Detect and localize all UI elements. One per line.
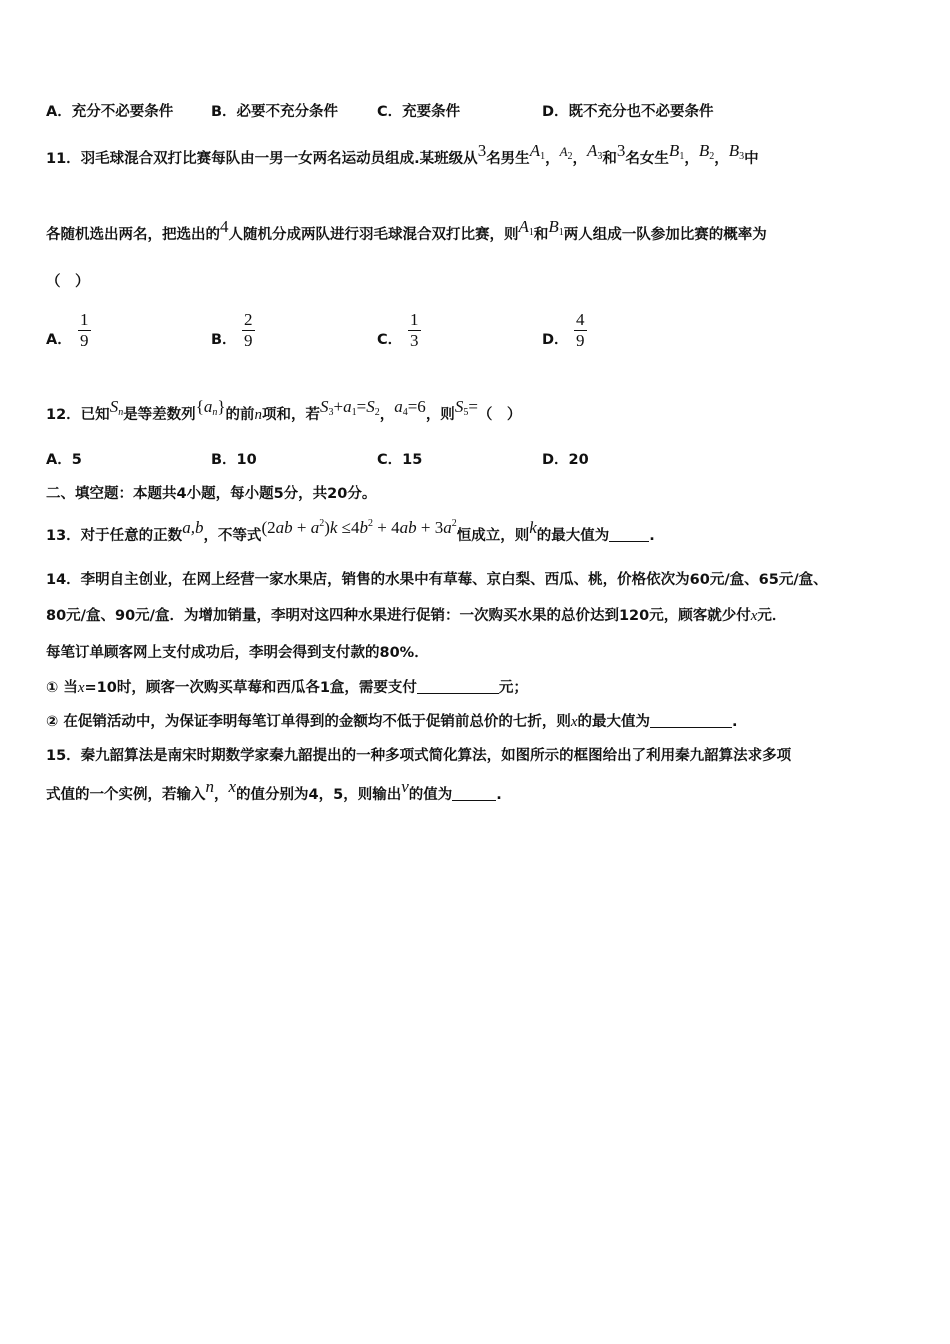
q10-option-a: A．充分不必要条件	[46, 104, 174, 120]
q14-line1: 14．李明自主创业，在网上经营一家水果店，销售的水果中有草莓、京白梨、西瓜、桃，价格依次为60元/盒、65元/盒、	[46, 572, 828, 588]
q15-line2: 式值的一个实例，若输入n，x的值分别为4，5，则输出v的值为 .	[46, 777, 502, 803]
q13-stem: 13．对于任意的正数a,b，不等式$(2ab + a^2)k \le 4b^2 + 4ab + 3a^2$恒成立，则k的最大值为 .	[46, 518, 655, 544]
q11-option-b: B．	[211, 332, 237, 348]
q10-option-d: D．既不充分也不必要条件	[542, 104, 714, 120]
q14-part1: ① 当x=10时，顾客一次购买草莓和西瓜各1盒，需要支付 元；	[46, 680, 528, 696]
q11-option-d-fraction: $\frac{4}{9}$	[576, 310, 585, 350]
q11-stem-line2: 各随机选出两名，把选出的4人随机分成两队进行羽毛球混合双打比赛，则$A^1$和$B^1$两人组成一队参加比赛的概率为	[46, 217, 767, 243]
q15-line1: 15．秦九韶算法是南宋时期数学家秦九韶提出的一种多项式简化算法，如图所示的框图给出了利用秦九韶算法求多项	[46, 748, 792, 764]
q12-option-c: C．15	[377, 452, 423, 468]
q11-option-d: D．	[542, 332, 569, 348]
q10-option-c: C．充要条件	[377, 104, 461, 120]
q11-option-c: C．	[377, 332, 403, 348]
q11-option-c-fraction: $\frac{1}{3}$	[410, 310, 419, 350]
q14-line3: 每笔订单顾客网上支付成功后，李明会得到支付款的80%．	[46, 645, 429, 661]
q14-line2: 80元/盒、90元/盒．为增加销量，李明对这四种水果进行促销：一次购买水果的总价达到120元，顾客就少付x元．	[46, 608, 787, 624]
q11-option-b-fraction: $\frac{2}{9}$	[244, 310, 253, 350]
q14-part2-answer-blank[interactable]	[650, 713, 732, 728]
q12-option-d: D．20	[542, 452, 589, 468]
q13-answer-blank[interactable]	[609, 527, 649, 542]
section-heading-fill-in: 二、填空题：本题共4小题，每小题5分，共20分。	[46, 486, 377, 502]
q13-inequality: $(2ab + a^2)k \le 4b^2 + 4ab + 3a^2$	[261, 518, 457, 537]
q12-option-b: B．10	[211, 452, 257, 468]
q11-option-a-fraction: $\frac{1}{9}$	[80, 310, 89, 350]
q15-answer-blank[interactable]	[452, 786, 496, 801]
q11-answer-paren: （ ）	[46, 274, 90, 290]
q14-part1-answer-blank[interactable]	[417, 679, 499, 694]
q12-stem: 12．已知$S^n$是等差数列$\{a^n\}$的前n项和，若$S^3+a^1=S^2$，$a^4=6$，则$S^5=$（ ）	[46, 397, 522, 423]
q11-option-a: A．	[46, 332, 72, 348]
q11-stem-line1: 11．羽毛球混合双打比赛每队由一男一女两名运动员组成.某班级从3名男生$A^1$，$A^2$，$A^3$和3名女生$B^1$，$B^2$，$B^3$中	[46, 141, 759, 167]
q12-option-a: A．5	[46, 452, 82, 468]
q14-part2: ② 在促销活动中，为保证李明每笔订单得到的金额均不低于促销前总价的七折，则x的最大值为 .	[46, 714, 738, 730]
q10-option-b: B．必要不充分条件	[211, 104, 339, 120]
q11-options-row	[46, 310, 910, 356]
